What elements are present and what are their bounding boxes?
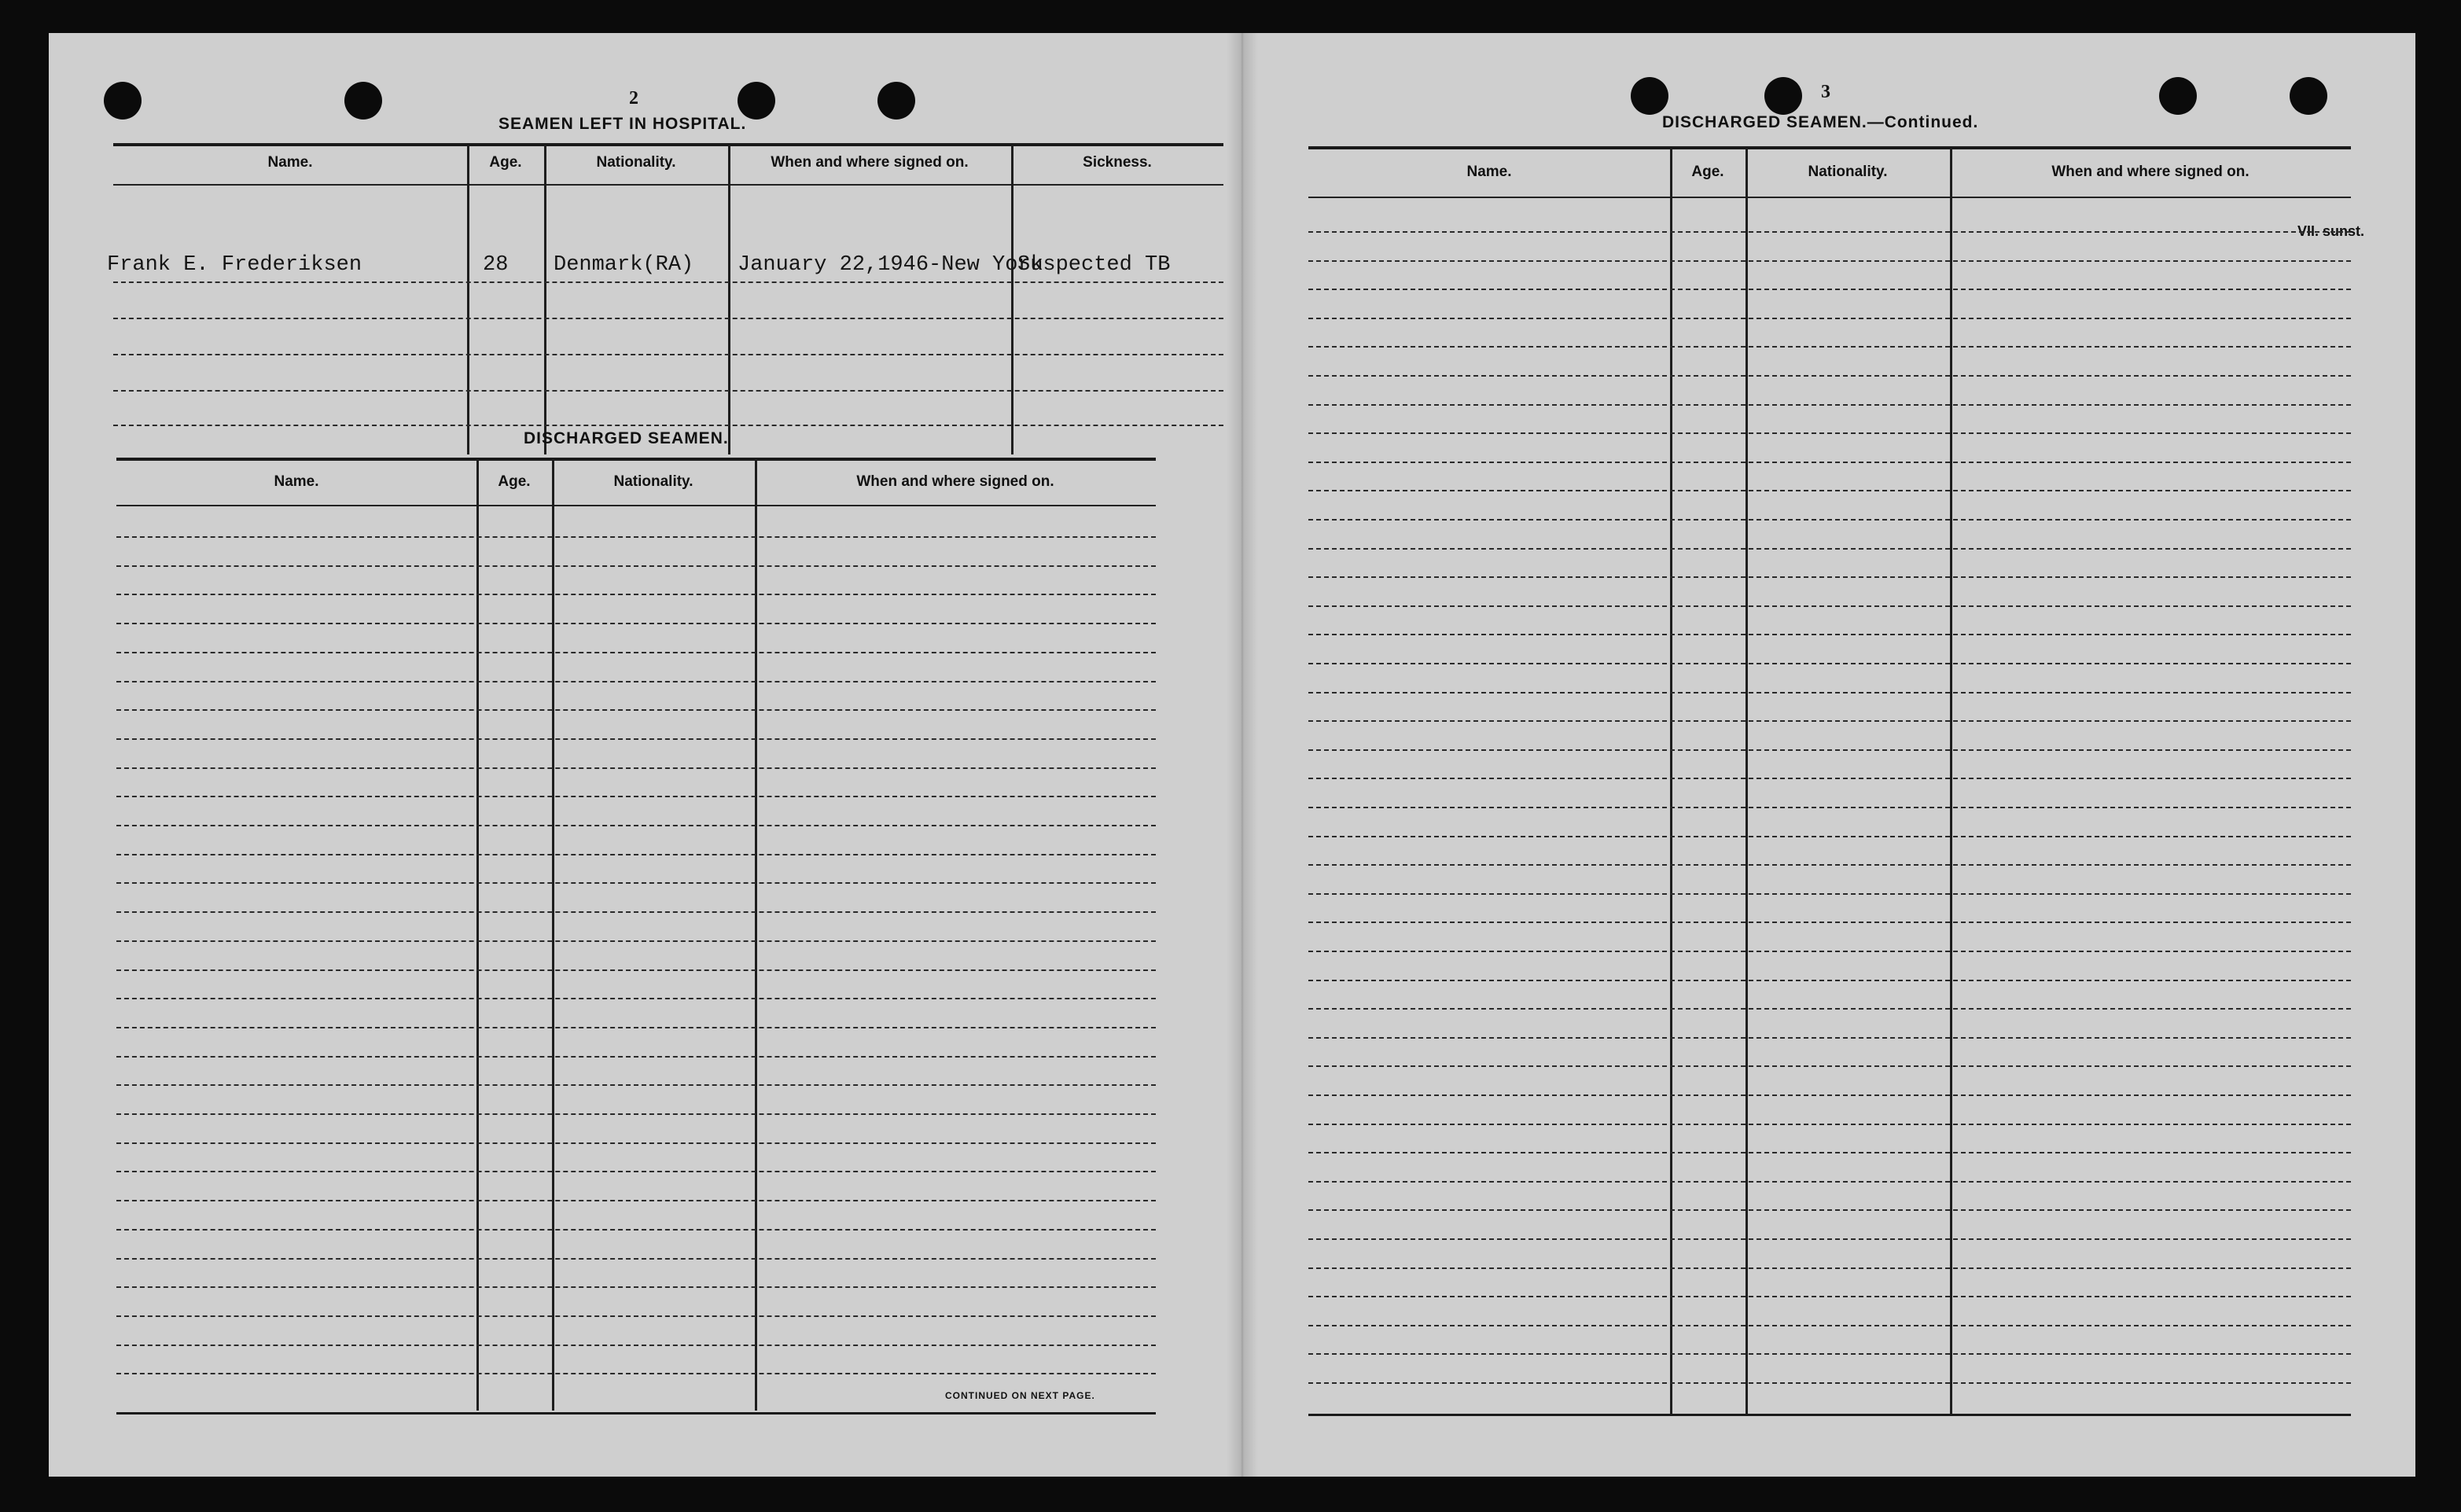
hospital-col-signed-on: When and where signed on. [771,154,969,171]
hospital-col-age: Age. [489,154,522,171]
ruled-line [116,565,1156,567]
ruled-line [116,1200,1156,1201]
ruled-line [116,825,1156,826]
ruled-line [1308,634,2351,635]
ruled-line [1308,1353,2351,1355]
ruled-line [1308,893,2351,895]
ruled-line [116,623,1156,624]
continued-col-nationality: Nationality. [1808,164,1888,180]
ruled-line [1308,231,2351,233]
ruled-line [1308,1238,2351,1240]
ruled-line [1308,836,2351,837]
ruled-line [1308,1209,2351,1211]
hospital-row-sickness: Suspected TB [1017,253,1171,277]
hospital-row-nationality: Denmark(RA) [554,253,694,277]
punch-hole [344,82,382,120]
punch-hole [1631,77,1668,115]
ruled-line [116,738,1156,740]
punch-hole [1764,77,1802,115]
punch-hole [104,82,142,120]
ruled-line [1308,663,2351,664]
ruled-line [1308,980,2351,981]
discharged-col-name: Name. [274,473,319,490]
ruled-line [1308,1325,2351,1326]
ruled-line [1308,951,2351,952]
hospital-section-title: SEAMEN LEFT IN HOSPITAL. [498,115,747,133]
page-fold [1227,33,1258,1477]
ruled-line [116,1345,1156,1346]
page-number-left: 2 [629,88,638,109]
discharged-col-signed-on: When and where signed on. [856,473,1054,490]
page-number-right: 3 [1821,82,1830,102]
ruled-line [116,1084,1156,1086]
ruled-line [116,1113,1156,1115]
hospital-row-name: Frank E. Frederiksen [107,253,362,277]
ruled-line [116,536,1156,538]
ruled-line [1308,576,2351,578]
continued-footer: CONTINUED ON NEXT PAGE. [945,1390,1095,1401]
punch-hole [738,82,775,120]
ruled-line [1308,346,2351,348]
ruled-line [1308,778,2351,779]
ruled-line [1308,260,2351,262]
ruled-line [1308,1124,2351,1125]
continued-col-signed-on: When and where signed on. [2051,164,2249,180]
ruled-line [116,652,1156,653]
ruled-line [1308,1065,2351,1067]
ruled-line [1308,1094,2351,1096]
ruled-line [116,882,1156,884]
punch-hole [2290,77,2327,115]
ruled-line [1308,749,2351,751]
ruled-line [1308,1267,2351,1269]
hospital-table [107,143,1223,454]
ruled-line [116,1258,1156,1260]
continued-col-age: Age. [1691,164,1724,180]
continued-col-name: Name. [1466,164,1512,180]
ruled-line [1308,720,2351,722]
ruled-line [1308,289,2351,290]
ruled-line [1308,1296,2351,1297]
ruled-line [1308,807,2351,808]
ruled-line [116,709,1156,711]
discharged-table-left [116,458,1156,1420]
punch-hole [2159,77,2197,115]
discharged-section-title: DISCHARGED SEAMEN. [524,429,729,447]
ruled-line [116,911,1156,913]
manifest-sheet [49,33,2415,1477]
ruled-line [116,969,1156,971]
ruled-line [1308,692,2351,693]
ruled-line [1308,432,2351,434]
ruled-line [1308,1152,2351,1153]
ruled-line [1308,1382,2351,1384]
ruled-line [116,854,1156,855]
ruled-line [1308,1181,2351,1183]
ruled-line [116,940,1156,942]
hospital-row-age: 28 [483,253,509,277]
ruled-line [1308,462,2351,463]
ruled-line [1308,1037,2351,1039]
ruled-line [116,1027,1156,1028]
hospital-col-nationality: Nationality. [596,154,676,171]
ruled-line [116,1056,1156,1058]
punch-hole [877,82,915,120]
ruled-line [116,1229,1156,1231]
ruled-line [1308,605,2351,607]
ruled-line [116,1286,1156,1288]
discharged-table-right [1308,146,2351,1420]
hospital-row-signed-on: January 22,1946-New York [738,253,1043,277]
ruled-line [116,1373,1156,1374]
ruled-line [116,767,1156,769]
hospital-col-name: Name. [267,154,313,171]
ruled-line [116,594,1156,595]
ruled-line [1308,318,2351,319]
discharged-continued-title: DISCHARGED SEAMEN.—Continued. [1662,113,1979,131]
ruled-line [1308,519,2351,521]
discharged-col-nationality: Nationality. [613,473,693,490]
hospital-col-sickness: Sickness. [1083,154,1152,171]
ruled-line [1308,404,2351,406]
ruled-line [1308,864,2351,866]
ruled-line [1308,1008,2351,1010]
ruled-line [1308,375,2351,377]
ruled-line [1308,922,2351,923]
ruled-line [116,1171,1156,1172]
margin-note: VII. sunst. [2297,223,2365,239]
ruled-line [116,998,1156,999]
ruled-line [116,1142,1156,1144]
discharged-col-age: Age. [498,473,531,490]
ruled-line [116,796,1156,797]
ruled-line [1308,548,2351,550]
ruled-line [116,681,1156,682]
ruled-line [116,1315,1156,1317]
ruled-line [1308,490,2351,491]
